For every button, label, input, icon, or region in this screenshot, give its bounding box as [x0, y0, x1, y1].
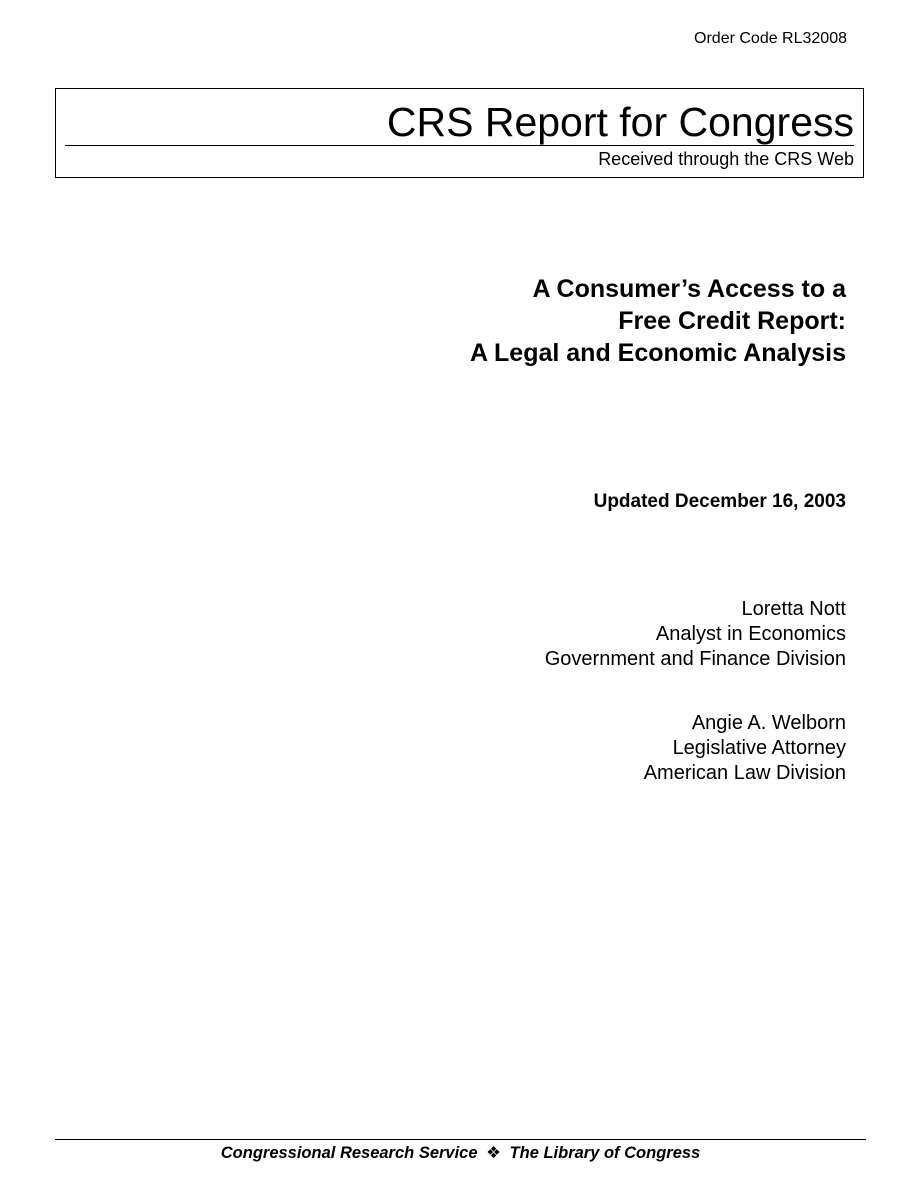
author-position: Legislative Attorney [672, 737, 846, 759]
footer-library: The Library of Congress [509, 1144, 701, 1162]
header-title: CRS Report for Congress [386, 99, 854, 145]
author-name: Loretta Nott [741, 598, 846, 620]
footer-organization: Congressional Research Service [220, 1144, 478, 1162]
order-code: Order Code RL32008 [694, 30, 847, 47]
report-title-line: Free Credit Report: [618, 307, 846, 335]
header-divider [65, 145, 854, 146]
author-block [545, 597, 846, 672]
author-division: Government and Finance Division [544, 648, 846, 670]
updated-date: Updated December 16, 2003 [593, 491, 846, 512]
author-division: American Law Division [643, 762, 846, 784]
footer-divider [55, 1139, 866, 1140]
footer [55, 1143, 866, 1163]
report-title-line: A Legal and Economic Analysis [469, 339, 846, 367]
diamond-separator-icon: ❖ [486, 1144, 501, 1162]
author-position: Analyst in Economics [655, 623, 846, 645]
author-name: Angie A. Welborn [691, 712, 846, 734]
author-block [644, 711, 846, 786]
header-subtitle: Received through the CRS Web [598, 149, 854, 169]
report-title-line: A Consumer’s Access to a [532, 275, 846, 303]
report-title [470, 273, 846, 369]
report-header-box [55, 88, 864, 178]
